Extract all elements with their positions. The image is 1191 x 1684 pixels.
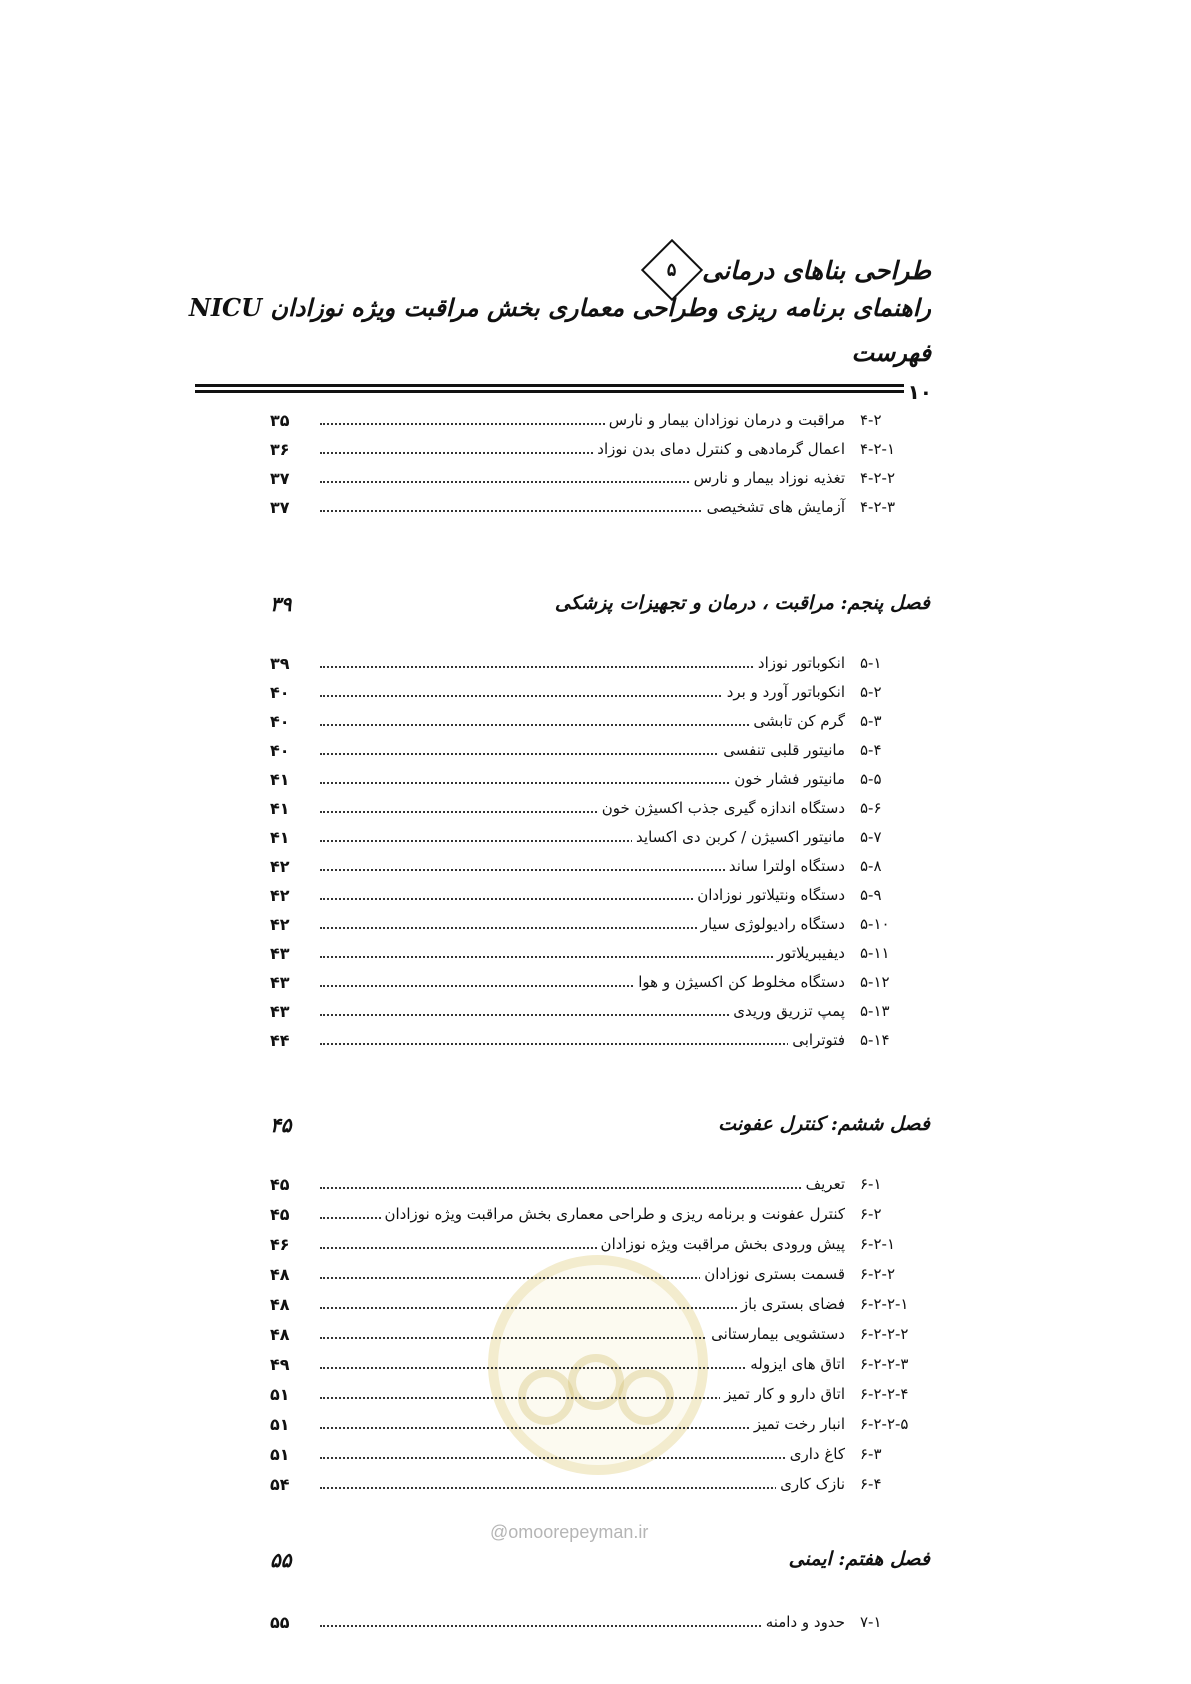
gear-icon (568, 1354, 624, 1410)
dot-leader (320, 1187, 845, 1189)
entry-title: دستگاه اندازه گیری جذب اکسیژن خون (598, 799, 845, 817)
entry-number: ۶-۱ (860, 1175, 882, 1193)
entry-title: دستگاه رادیولوژی سیار (697, 915, 845, 933)
entry-number: ۵-۱ (860, 654, 882, 672)
entry-page: ۴۱ (270, 769, 290, 789)
entry-number: ۵-۲ (860, 683, 882, 701)
entry-page: ۴۳ (270, 1001, 290, 1021)
toc-entry[interactable] (270, 852, 930, 880)
entry-page: ۴۲ (270, 885, 290, 905)
series-title-text: طراحی بناهای درمانی (702, 255, 931, 285)
toc-entry[interactable] (270, 678, 930, 706)
entry-page: ۴۹ (270, 1354, 290, 1374)
entry-page: ۳۶ (270, 439, 290, 459)
document-subtitle: راهنمای برنامه ریزی وطراحی معماری بخش مراقبت ویژه نوزادان NICU (188, 293, 931, 322)
entry-title: دستگاه ونتیلاتور نوزادان (693, 886, 845, 904)
entry-title: فتوترابی (788, 1031, 845, 1049)
toc-entry[interactable] (270, 968, 930, 996)
entry-title: مراقبت و درمان نوزادان بیمار و نارس (605, 411, 845, 429)
entry-page: ۴۲ (270, 914, 290, 934)
entry-title: انکوباتور آورد و برد (723, 683, 845, 701)
entry-page: ۴۰ (270, 711, 290, 731)
entry-page: ۵۴ (270, 1474, 290, 1494)
entry-page: ۴۸ (270, 1324, 290, 1344)
entry-title: مانیتور اکسیژن / کربن دی اکساید (632, 828, 845, 846)
dot-leader (320, 956, 845, 958)
entry-title: حدود و دامنه (762, 1613, 845, 1631)
entry-number: ۶-۲-۲ (860, 1265, 895, 1283)
chapter-heading[interactable] (270, 1548, 930, 1580)
toc-entry[interactable] (270, 1026, 930, 1054)
entry-number: ۴-۲-۲ (860, 469, 895, 487)
entry-page: ۴۳ (270, 943, 290, 963)
entry-title: دستشویی بیمارستانی (707, 1325, 845, 1343)
entry-page: ۴۴ (270, 1030, 290, 1050)
entry-title: انکوباتور نوزاد (754, 654, 845, 672)
entry-number: ۵-۵ (860, 770, 882, 788)
entry-title: نازک کاری (776, 1475, 845, 1493)
toc-entry[interactable] (270, 1170, 930, 1198)
entry-number: ۵-۱۳ (860, 1002, 890, 1020)
toc-entry[interactable] (270, 765, 930, 793)
toc-entry[interactable] (270, 464, 930, 492)
toc-entry[interactable] (270, 997, 930, 1025)
entry-title: کاغ داری (786, 1445, 845, 1463)
entry-page: ۳۷ (270, 468, 290, 488)
entry-number: ۵-۷ (860, 828, 882, 846)
entry-title: دیفیبریلاتور (773, 944, 845, 962)
entry-page: ۴۱ (270, 798, 290, 818)
entry-number: ۶-۲-۲-۴ (860, 1385, 909, 1403)
watermark-seal-icon (488, 1255, 708, 1475)
entry-number: ۵-۱۰ (860, 915, 890, 933)
entry-page: ۵۱ (270, 1384, 290, 1404)
entry-page: ۵۱ (270, 1414, 290, 1434)
chapter-page: ۳۹ (270, 592, 292, 616)
entry-number: ۶-۲-۲-۱ (860, 1295, 909, 1313)
entry-page: ۴۰ (270, 682, 290, 702)
entry-page: ۳۵ (270, 410, 290, 430)
entry-title: اتاق های ایزوله (746, 1355, 845, 1373)
chapter-title: فصل هفتم: ایمنی (788, 1548, 930, 1570)
entry-number: ۷-۱ (860, 1613, 882, 1631)
toc-entry[interactable] (270, 794, 930, 822)
entry-title: اتاق دارو و کار تمیز (720, 1385, 845, 1403)
entry-page: ۴۰ (270, 740, 290, 760)
entry-number: ۴-۲-۱ (860, 440, 895, 458)
entry-page: ۴۶ (270, 1234, 290, 1254)
entry-page: ۴۱ (270, 827, 290, 847)
entry-title: گرم کن تابشی (749, 712, 845, 730)
chapter-page: ۴۵ (270, 1113, 292, 1137)
dot-leader (320, 1457, 845, 1459)
toc-entry[interactable] (270, 939, 930, 967)
entry-page: ۴۸ (270, 1264, 290, 1284)
volume-number: ۵ (667, 259, 677, 281)
entry-number: ۶-۴ (860, 1475, 882, 1493)
toc-entry[interactable] (270, 1200, 930, 1228)
entry-title: دستگاه مخلوط کن اکسیژن و هوا (634, 973, 845, 991)
toc-entry[interactable] (270, 493, 930, 521)
entry-number: ۵-۹ (860, 886, 882, 904)
entry-number: ۵-۱۱ (860, 944, 890, 962)
entry-page: ۳۷ (270, 497, 290, 517)
entry-title: پیش ورودی بخش مراقبت ویژه نوزادان (597, 1235, 845, 1253)
entry-number: ۶-۲-۲-۵ (860, 1415, 909, 1433)
entry-title: تغذیه نوزاد بیمار و نارس (690, 469, 845, 487)
entry-number: ۵-۳ (860, 712, 882, 730)
chapter-heading[interactable] (270, 1113, 930, 1145)
toc-entry[interactable] (270, 736, 930, 764)
header-rule (195, 384, 929, 393)
entry-title: قسمت بستری نوزادان (700, 1265, 845, 1283)
chapter-title: فصل ششم: کنترل عفونت (718, 1113, 930, 1135)
entry-number: ۶-۳ (860, 1445, 882, 1463)
entry-page: ۴۳ (270, 972, 290, 992)
toc-entry[interactable] (270, 707, 930, 735)
entry-title: مانیتور قلبی تنفسی (719, 741, 845, 759)
entry-number: ۶-۲-۱ (860, 1235, 895, 1253)
entry-number: ۴-۲ (860, 411, 882, 429)
chapter-page: ۵۵ (270, 1548, 292, 1572)
entry-title: انبار رخت تمیز (750, 1415, 845, 1433)
entry-page: ۳۹ (270, 653, 290, 673)
toc-entry[interactable] (270, 435, 930, 463)
entry-number: ۵-۶ (860, 799, 882, 817)
chapter-title: فصل پنجم: مراقبت ، درمان و تجهیزات پزشکی (554, 592, 930, 614)
volume-badge (641, 239, 703, 301)
entry-number: ۴-۲-۳ (860, 498, 895, 516)
toc-entry[interactable] (270, 649, 930, 677)
entry-page: ۴۵ (270, 1204, 290, 1224)
entry-page: ۵۱ (270, 1444, 290, 1464)
toc-entry[interactable] (270, 881, 930, 909)
entry-title: پمپ تزریق وریدی (729, 1002, 845, 1020)
dot-leader (320, 1487, 845, 1489)
chapter-heading[interactable] (270, 592, 930, 624)
entry-title: اعمال گرمادهی و کنترل دمای بدن نوزاد (593, 440, 845, 458)
entry-number: ۶-۲-۲-۲ (860, 1325, 909, 1343)
toc-heading: فهرست (851, 338, 931, 367)
toc-entry[interactable] (270, 406, 930, 434)
entry-title: آزمایش های تشخیصی (703, 498, 845, 516)
watermark-text: @omoorepeyman.ir (490, 1522, 649, 1542)
toc-entry[interactable] (270, 910, 930, 938)
entry-title: فضای بستری باز (737, 1295, 845, 1313)
entry-title: مانیتور فشار خون (730, 770, 845, 788)
entry-number: ۵-۸ (860, 857, 882, 875)
dot-leader (320, 1043, 845, 1045)
toc-entry[interactable] (270, 1608, 930, 1636)
entry-title: تعریف (802, 1175, 845, 1193)
page-number: ۱۰ (904, 380, 936, 404)
toc-entry[interactable] (270, 1230, 930, 1258)
entry-page: ۴۸ (270, 1294, 290, 1314)
entry-number: ۵-۱۴ (860, 1031, 890, 1049)
entry-title: دستگاه اولترا ساند (725, 857, 845, 875)
entry-number: ۶-۲-۲-۳ (860, 1355, 909, 1373)
toc-entry[interactable] (270, 823, 930, 851)
entry-number: ۵-۴ (860, 741, 882, 759)
entry-number: ۵-۱۲ (860, 973, 890, 991)
entry-title: کنترل عفونت و برنامه ریزی و طراحی معماری بخش مراقبت ویژه نوزادان (381, 1205, 846, 1223)
entry-page: ۵۵ (270, 1612, 290, 1632)
series-title (650, 248, 931, 292)
entry-page: ۴۵ (270, 1174, 290, 1194)
entry-number: ۶-۲ (860, 1205, 882, 1223)
entry-page: ۴۲ (270, 856, 290, 876)
